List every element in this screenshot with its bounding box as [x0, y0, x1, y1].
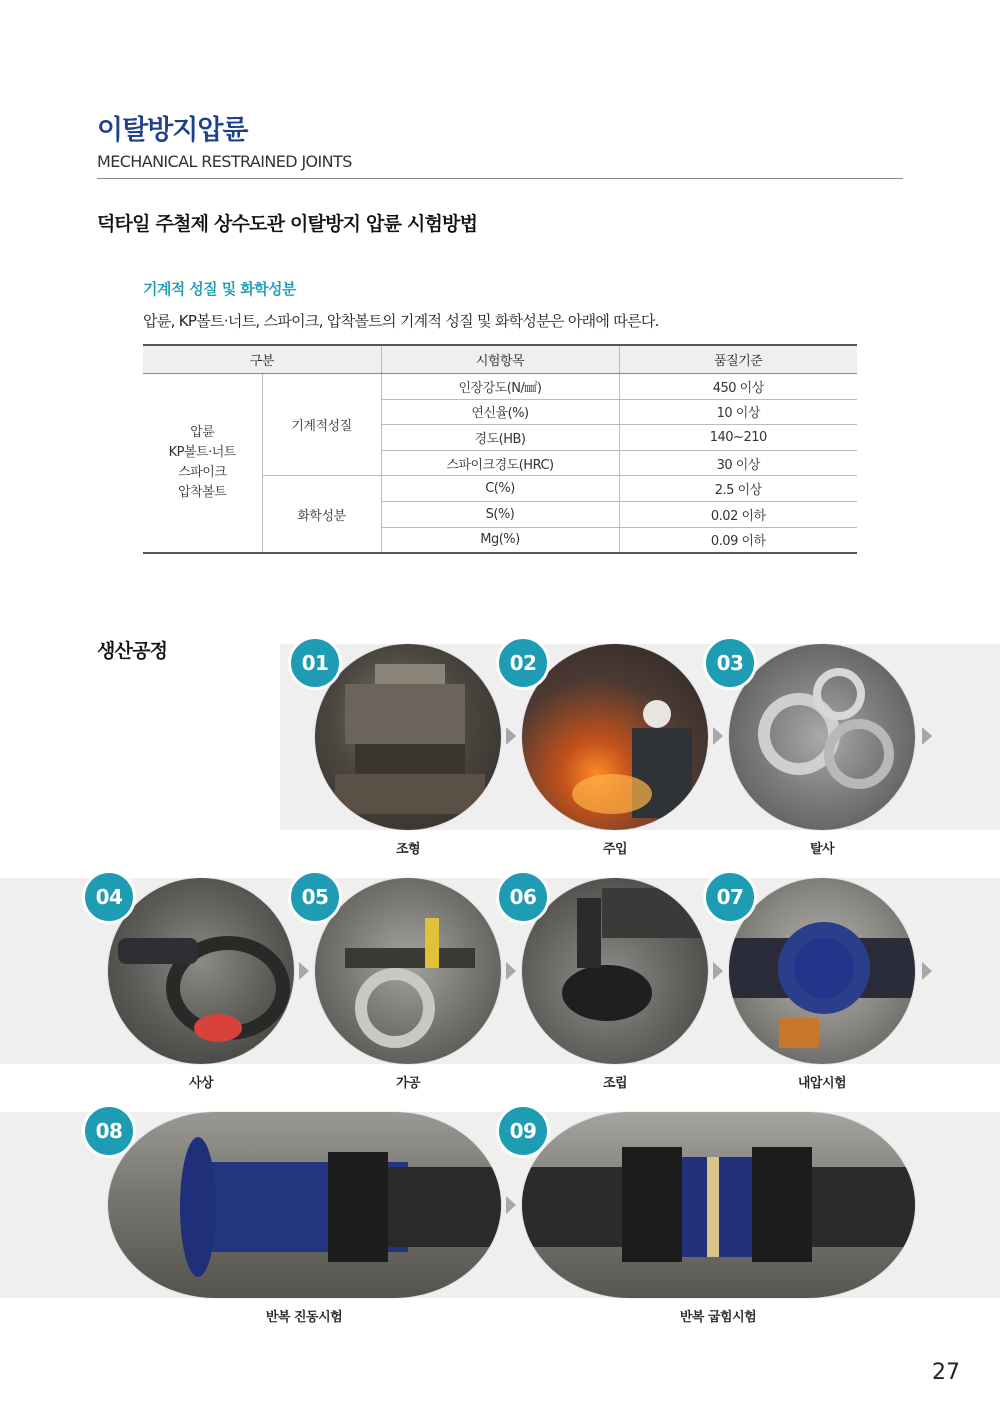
standard-value: 0.02 이하	[619, 501, 857, 527]
test-item: 연신율(%)	[381, 399, 619, 425]
category-line: 압착볼트	[178, 485, 227, 501]
test-item: 인장강도(N/㎟)	[381, 374, 619, 400]
step-label: 사상	[188, 1076, 214, 1091]
step-badge: 06	[496, 870, 550, 924]
step-label: 반복 진동시험	[265, 1310, 343, 1325]
arrow-right-icon	[713, 727, 723, 745]
arrow-right-icon	[922, 727, 932, 745]
step-badge: 05	[288, 870, 342, 924]
step-photo-vibration-test	[108, 1112, 501, 1298]
step-label: 조립	[602, 1076, 628, 1091]
page-number: 27	[932, 1360, 960, 1385]
subsection-description: 압륜, KP볼트·너트, 스파이크, 압착볼트의 기계적 성질 및 화학성분은 아래에 따른다.	[143, 312, 659, 330]
machining-icon	[315, 878, 501, 1064]
page-title: 이탈방지압륜	[97, 115, 248, 146]
step-badge: 09	[496, 1104, 550, 1158]
spec-table	[143, 344, 857, 554]
arrow-right-icon	[506, 727, 516, 745]
standard-value: 30 이상	[619, 450, 857, 476]
vibration-test-icon	[108, 1112, 501, 1298]
section-title: 덕타일 주철제 상수도관 이탈방지 압륜 시험방법	[97, 213, 478, 235]
assembly-icon	[522, 878, 708, 1064]
step-photo-finishing	[108, 878, 294, 1064]
arrow-right-icon	[506, 1196, 516, 1214]
arrow-right-icon	[299, 962, 309, 980]
process-title: 생산공정	[97, 640, 168, 662]
category-line: 스파이크	[178, 465, 227, 481]
step-label: 탈사	[809, 842, 835, 857]
step-badge: 01	[288, 636, 342, 690]
arrow-right-icon	[506, 962, 516, 980]
step-badge: 07	[703, 870, 757, 924]
step-photo-pouring	[522, 644, 708, 830]
header-test-item: 시험항목	[381, 345, 619, 374]
category-line: KP볼트·너트	[168, 445, 236, 461]
test-item: 스파이크경도(HRC)	[381, 450, 619, 476]
group-mechanical: 기계적성질	[262, 374, 381, 476]
step-badge: 03	[703, 636, 757, 690]
page-subtitle-en: MECHANICAL RESTRAINED JOINTS	[97, 152, 352, 171]
standard-value: 450 이상	[619, 374, 857, 400]
test-item: S(%)	[381, 501, 619, 527]
subsection-title: 기계적 성질 및 화학성분	[143, 280, 296, 298]
step-photo-sand-removal	[729, 644, 915, 830]
table-header-row	[143, 345, 857, 374]
bending-test-icon	[522, 1112, 915, 1298]
step-label: 주입	[602, 842, 628, 857]
table-row	[143, 374, 857, 400]
step-photo-bending-test	[522, 1112, 915, 1298]
pouring-worker-icon	[522, 644, 708, 830]
step-photo-machining	[315, 878, 501, 1064]
arrow-right-icon	[922, 962, 932, 980]
standard-value: 140~210	[619, 425, 857, 451]
step-photo-pressure-test	[729, 878, 915, 1064]
pressure-test-icon	[729, 878, 915, 1064]
step-photo-molding	[315, 644, 501, 830]
castings-icon	[729, 644, 915, 830]
step-badge: 02	[496, 636, 550, 690]
header-category: 구분	[143, 345, 381, 374]
arrow-right-icon	[713, 962, 723, 980]
header-standard: 품질기준	[619, 345, 857, 374]
test-item: C(%)	[381, 476, 619, 502]
header-divider	[97, 178, 903, 179]
step-photo-assembly	[522, 878, 708, 1064]
molding-machine-icon	[315, 644, 501, 830]
category-cell	[143, 374, 262, 554]
step-badge: 04	[82, 870, 136, 924]
standard-value: 0.09 이하	[619, 527, 857, 553]
test-item: 경도(HB)	[381, 425, 619, 451]
step-label: 내압시험	[797, 1076, 847, 1091]
group-chemical: 화학성분	[262, 476, 381, 553]
step-label: 반복 굽힘시험	[679, 1310, 757, 1325]
test-item: Mg(%)	[381, 527, 619, 553]
standard-value: 10 이상	[619, 399, 857, 425]
step-badge: 08	[82, 1104, 136, 1158]
category-line: 압륜	[190, 425, 215, 441]
standard-value: 2.5 이상	[619, 476, 857, 502]
grinding-icon	[108, 878, 294, 1064]
step-label: 조형	[395, 842, 421, 857]
step-label: 가공	[395, 1076, 421, 1091]
